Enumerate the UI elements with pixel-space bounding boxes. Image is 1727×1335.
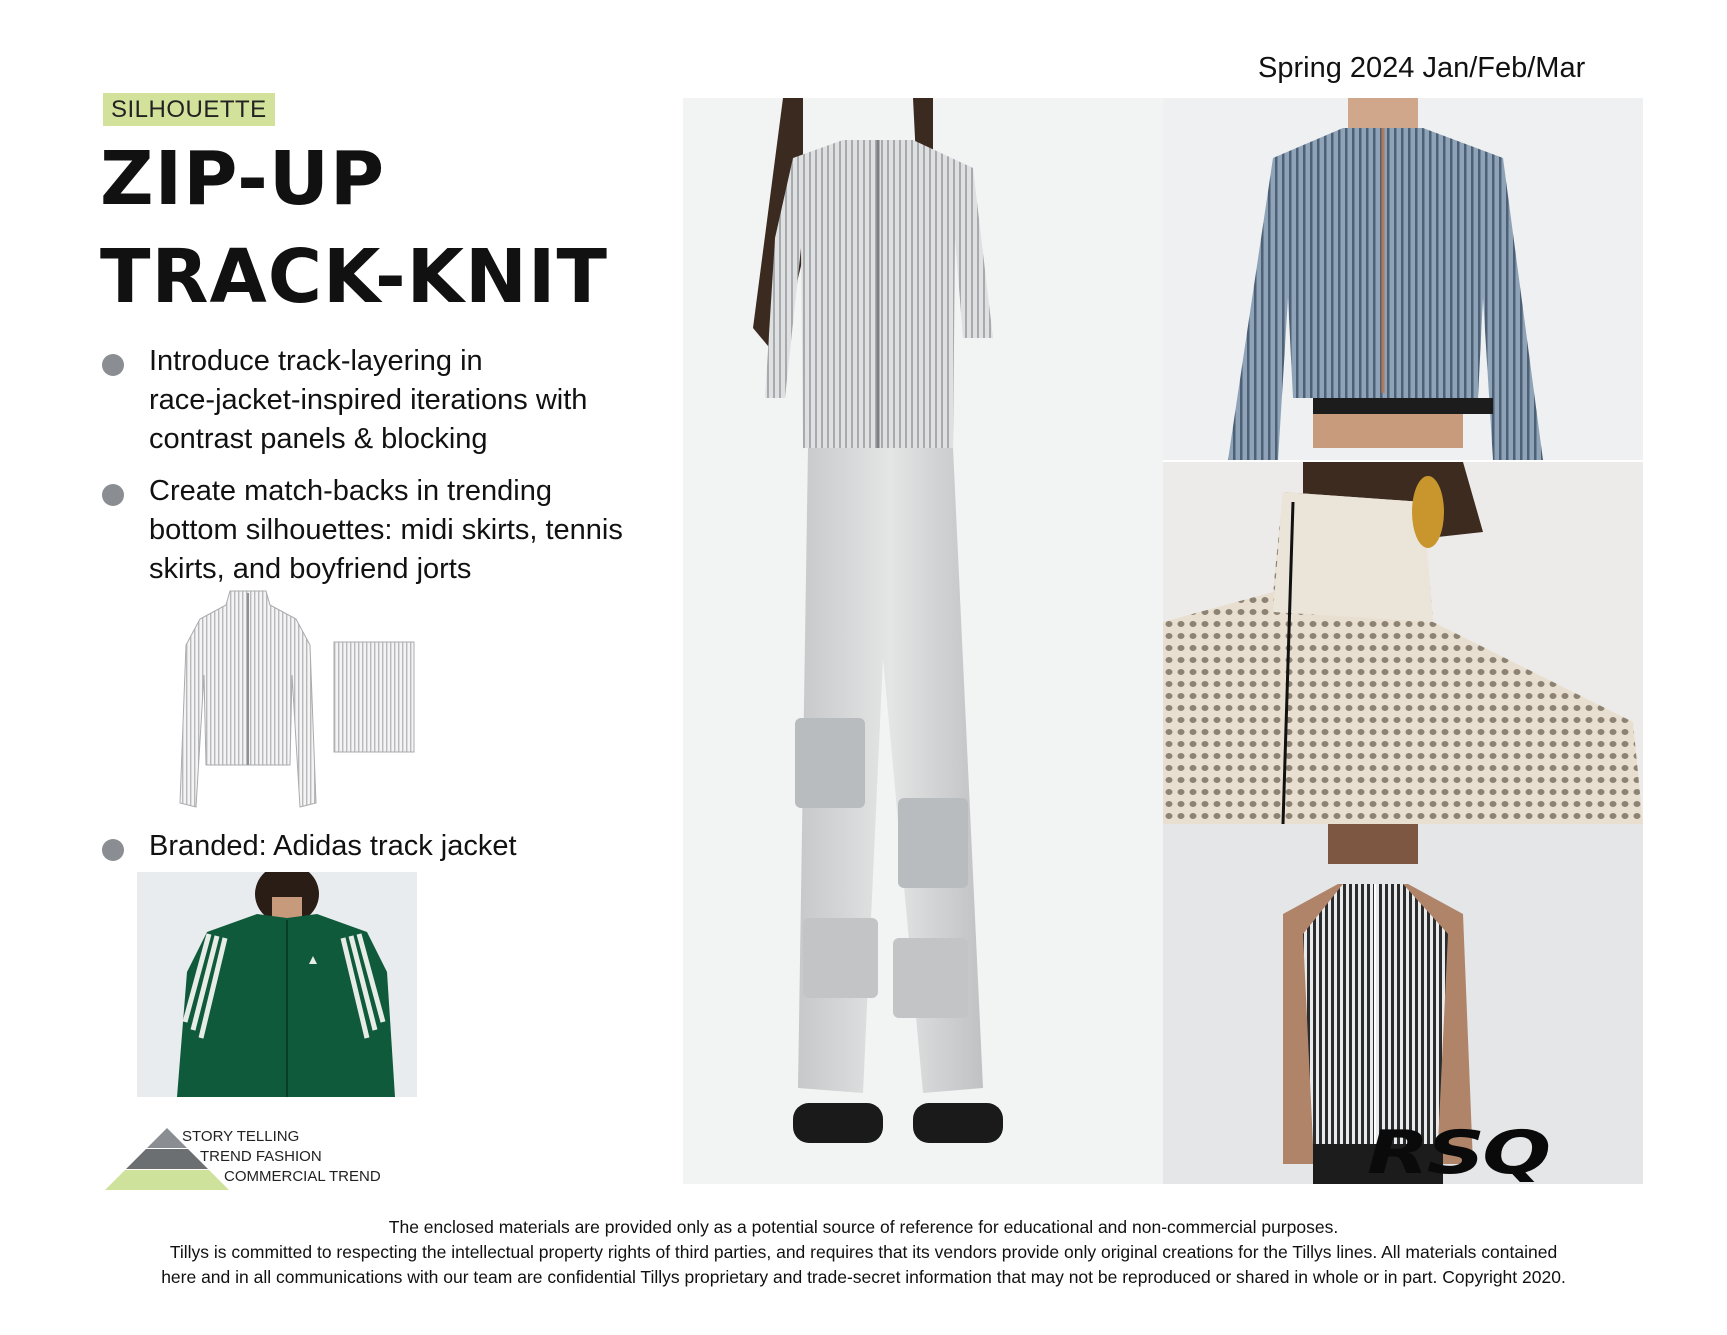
pyramid-base-tier <box>105 1170 229 1190</box>
photo-blue-zip-knit <box>1163 98 1643 460</box>
brand-logo: RSQ <box>1367 1118 1549 1188</box>
model-illustration <box>683 98 1163 1184</box>
bullet-dot-icon <box>102 484 124 506</box>
bullet-dot-icon <box>102 354 124 376</box>
model-photo-main <box>683 98 1163 1184</box>
legend-commercial-trend: COMMERCIAL TREND <box>224 1168 381 1185</box>
pyramid-mid-tier <box>126 1149 208 1169</box>
disclaimer <box>40 1215 1687 1290</box>
blue-knit-illustration <box>1163 98 1643 460</box>
title-line-1: ZIP-UP <box>100 136 386 222</box>
legend-trend-fashion: TREND FASHION <box>200 1148 322 1165</box>
adidas-jacket-image <box>137 872 417 1097</box>
legend-story-telling: STORY TELLING <box>182 1128 300 1145</box>
bullet-dot-icon <box>102 839 124 861</box>
title-line-2: TRACK-KNIT <box>100 234 608 320</box>
disclaimer-line-3: here and in all communications with our team are confidential Tillys proprietary and trade-secret information that may not be reproduced or shared in whole or in part. Copyright 2020. <box>161 1267 1566 1287</box>
disclaimer-line-1: The enclosed materials are provided only as a potential source of reference for educational and non-commercial purposes. <box>388 1217 1339 1237</box>
category-tag: SILHOUETTE <box>103 93 275 126</box>
product-jacket-image <box>178 585 318 810</box>
bullet-text: Branded: Adidas track jacket <box>149 830 517 862</box>
season-label: Spring 2024 Jan/Feb/Mar <box>1258 52 1586 84</box>
adidas-jacket-illustration <box>137 872 417 1097</box>
pyramid-top-tier <box>147 1128 187 1148</box>
cream-knit-illustration <box>1163 462 1643 824</box>
bullet-text: Introduce track-layering in race-jacket-inspired iterations with contrast panels & blocking <box>149 345 588 455</box>
page-title <box>100 130 608 326</box>
product-skirt-image <box>330 640 418 755</box>
disclaimer-line-2: Tillys is committed to respecting the intellectual property rights of third parties, and requires that its vendors provide only original creations for the Tillys lines. All materials contained <box>169 1242 1558 1262</box>
photo-cream-open-knit <box>1163 462 1643 824</box>
bullet-text: Create match-backs in trending bottom silhouettes: midi skirts, tennis skirts, and boyfriend jorts <box>149 475 623 585</box>
